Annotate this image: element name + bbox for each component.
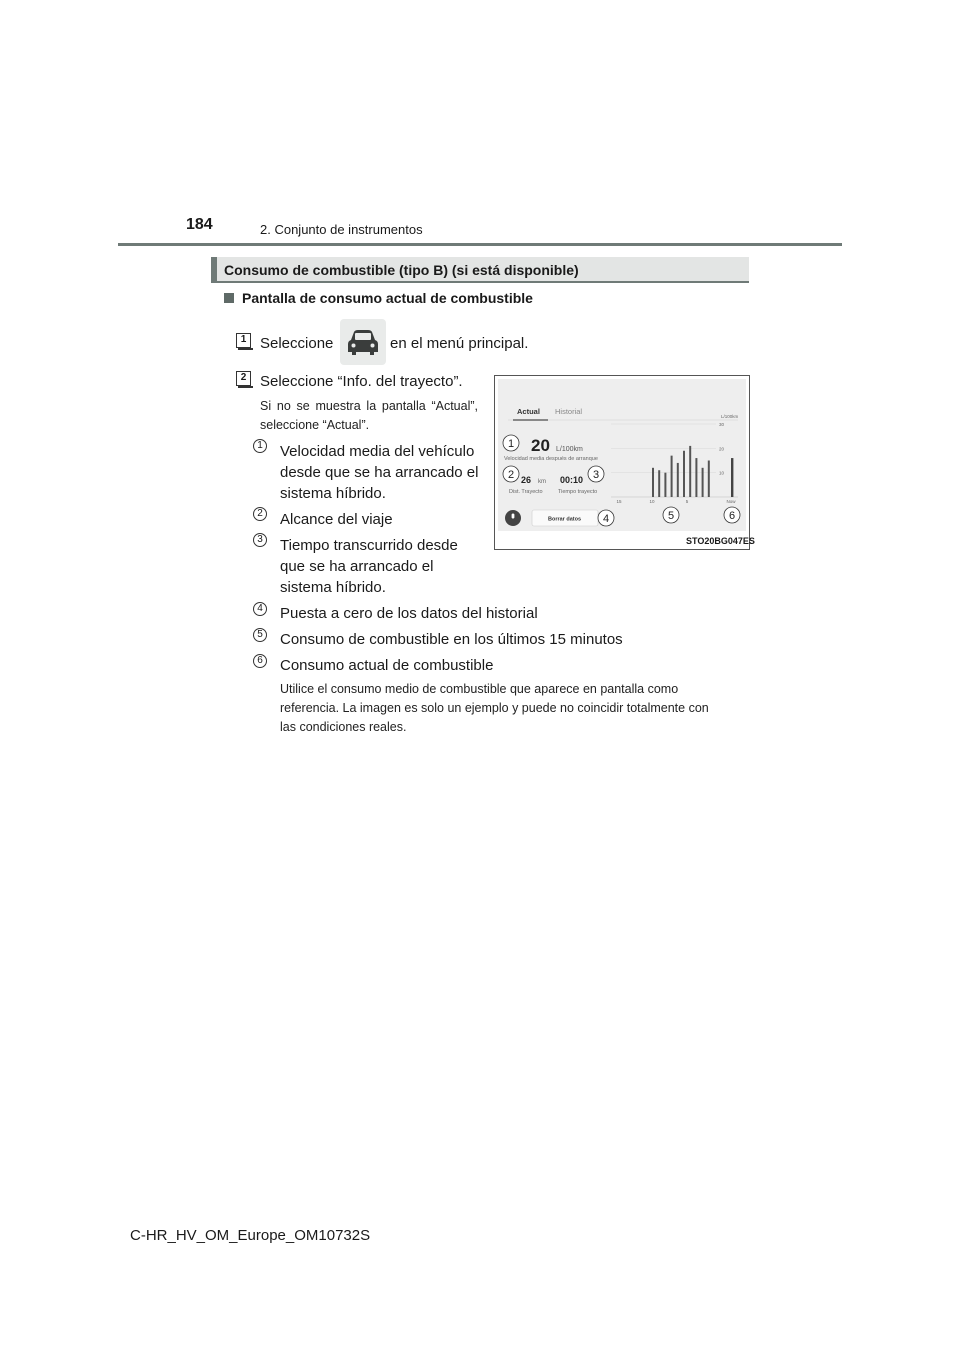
callout-3-line: sistema híbrido. [280,579,386,596]
time-value: 00:10 [560,475,584,485]
footer-document-id: C-HR_HV_OM_Europe_OM10732S [130,1227,371,1244]
figure-callout-5 [663,507,679,523]
chart-y-tick-label: 30 [719,422,725,427]
car-icon [340,319,386,365]
chart-y-tick-label: 20 [719,446,725,452]
callout-2-text: Alcance del viaje [280,511,393,528]
callout-1-line: Velocidad media del vehículo [280,443,475,460]
callout-4-text: Puesta a cero de los datos del historial [280,605,538,622]
avg-value: 20 [531,436,550,455]
chart-bar [652,468,654,497]
distance-value: 26 [521,475,532,485]
avg-unit: L/100km [556,446,583,453]
step-2-note-text: Si no se muestra la pantalla “Actual”, seleccione “Actual”. [260,399,478,432]
step-1-text-before: Seleccione [260,335,334,352]
svg-text:2: 2 [507,469,515,481]
chapter-title: 2. Conjunto de instrumentos [260,222,423,237]
distance-caption: Dist. Trayecto [509,489,543,495]
chart-bar [658,470,660,497]
tab-historial[interactable]: Historial [555,407,583,416]
chart-x-tick-label: 15 [616,499,622,504]
svg-text:4: 4 [602,513,610,525]
figure-callout-4 [598,510,614,526]
callout-1-line: sistema híbrido. [280,485,386,502]
step-1-text-after: en el menú principal. [390,335,529,352]
chart-bar [702,468,704,497]
chart-bar [683,451,685,497]
callout-6-text: Consumo actual de combustible [280,657,494,674]
final-note-line: Utilice el consumo medio de combustible que aparece en pantalla como [280,682,679,696]
section-title: Consumo de combustible (tipo B) (si está disponible) [224,262,579,278]
chart-y-ticks [719,422,725,476]
subheading: Pantalla de consumo actual de combustible [224,290,533,306]
clear-data-label: Borrar datos [548,516,582,523]
figure-callout-2 [503,466,519,482]
step-2-text: Seleccione “Info. del trayecto”. [260,373,463,390]
callout-1-line: desde que se ha arrancado el [280,464,479,481]
svg-text:3: 3 [592,469,600,481]
chart-bar [664,473,666,497]
chart-grid [611,424,738,497]
chart-x-ticks [616,499,736,504]
svg-text:5: 5 [667,510,675,522]
callout-number-1: 1 [253,439,267,453]
chart-bar [695,458,697,497]
chart-bar [689,446,691,497]
chart-x-tick-label: 5 [685,499,689,504]
figure-id: STO20BG047ES [686,536,755,546]
header-rule [118,243,842,246]
callout-5-text: Consumo de combustible en los últimos 15 minutos [280,631,623,648]
svg-text:6: 6 [728,510,736,522]
callout-3-line: Tiempo transcurrido desde [280,537,458,554]
distance-unit: km [538,479,546,485]
callout-number-2: 2 [253,507,267,521]
figure-callout-1 [503,435,519,451]
callout-number-6: 6 [253,654,267,668]
mic-icon-glyph [512,514,515,519]
callout-number-5: 5 [253,628,267,642]
square-bullet-icon [224,293,234,303]
callout-number-4: 4 [253,602,267,616]
step-number-2: 2 [236,371,251,386]
figure-callout-6 [724,507,740,523]
final-note-line: las condiciones reales. [280,720,407,734]
chart-y-tick-label: 10 [719,470,725,476]
chart-x-tick-label: 10 [649,499,655,504]
page-number: 184 [186,216,213,233]
tab-actual[interactable]: Actual [517,407,540,416]
avg-caption: Velocidad media después de arranque [504,456,598,462]
figure-callout-3 [588,466,604,482]
chart-bar [708,461,710,498]
final-note [280,680,746,737]
chart-bar [671,456,673,497]
callout-1-text [280,441,479,504]
step-2-note [260,397,478,435]
chart-current-bar [731,458,733,497]
final-note-line: referencia. La imagen es solo un ejemplo y puede no coincidir totalmente con [280,701,709,715]
chart-bar [677,463,679,497]
callout-number-3: 3 [253,533,267,547]
screen-svg [498,379,746,531]
chart-unit: L/100km [721,414,739,419]
time-caption: Tiempo trayecto [558,489,598,495]
svg-text:1: 1 [507,438,515,450]
chart-x-tick-label: Now [726,499,736,504]
step-number-1: 1 [236,333,251,348]
callout-3-text [280,535,479,598]
callout-3-line: que se ha arrancado el [280,558,434,575]
